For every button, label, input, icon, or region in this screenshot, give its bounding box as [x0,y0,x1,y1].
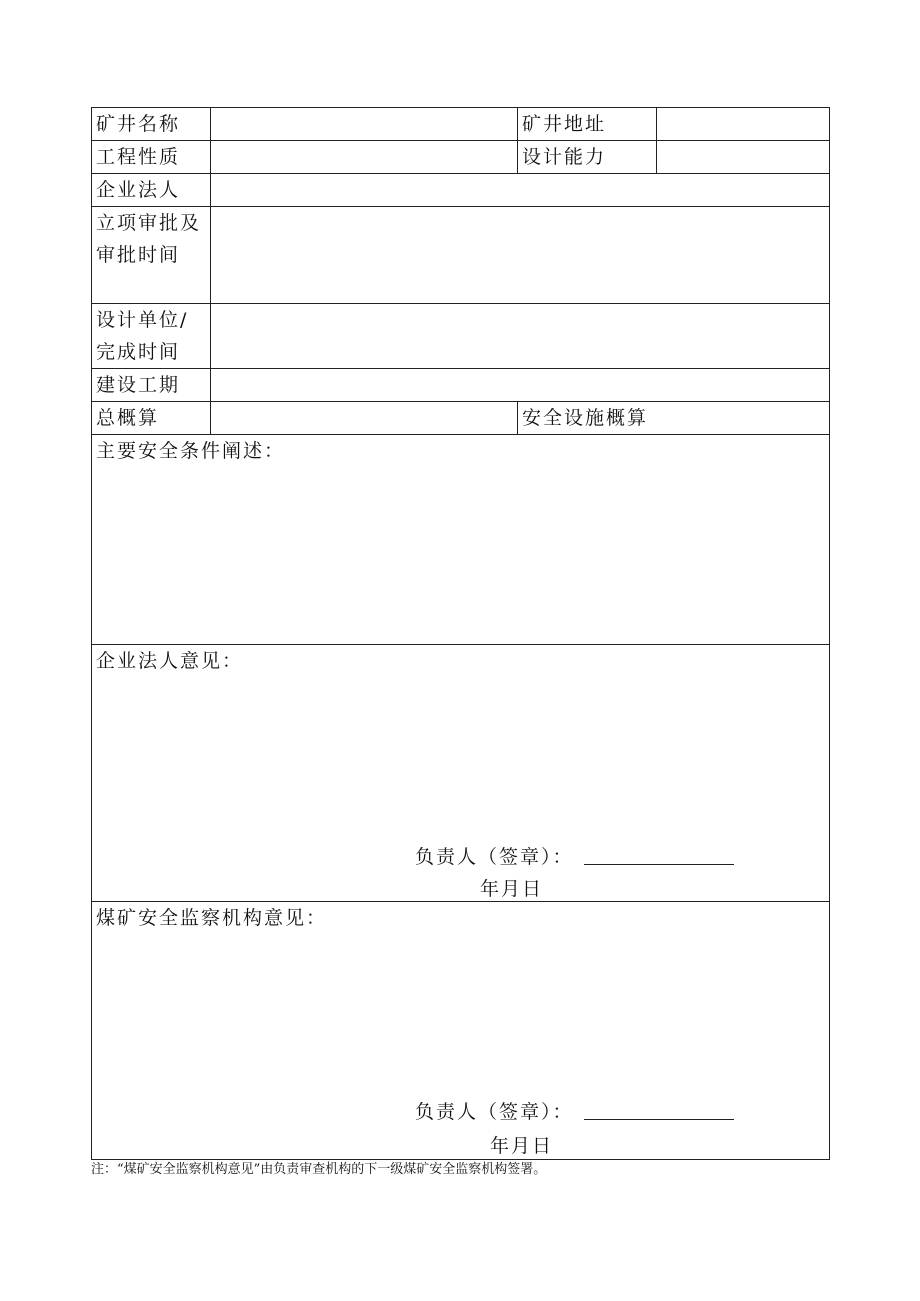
design-capacity-label: 设计能力 [518,141,657,174]
legal-signature-date: 年月日 [480,878,544,900]
safety-budget-label: 安全设施概算 [518,402,830,435]
legal-opinion-heading: 企业法人意见： [96,650,244,672]
legal-signature [415,841,734,873]
application-form [91,107,830,1160]
supervision-signature [415,1096,734,1128]
supervision-signature-label: 负责人（签章）： [415,1101,574,1123]
total-budget-label: 总概算 [92,402,211,435]
supervision-opinion-heading: 煤矿安全监察机构意见： [96,907,328,929]
design-capacity-field[interactable] [657,141,830,174]
safety-conditions-heading: 主要安全条件阐述： [96,440,286,462]
design-unit-label: 设计单位/完成时间 [92,304,211,369]
safety-conditions-section[interactable] [92,435,830,645]
mine-address-field[interactable] [657,108,830,141]
construction-period-field[interactable] [211,369,830,402]
supervision-signature-date: 年月日 [490,1135,554,1157]
supervision-opinion-section[interactable] [92,902,830,1160]
mine-name-field[interactable] [211,108,518,141]
project-nature-field[interactable] [211,141,518,174]
mine-address-label: 矿井地址 [518,108,657,141]
legal-opinion-section[interactable] [92,645,830,902]
design-unit-field[interactable] [211,304,830,369]
legal-person-field[interactable] [211,174,830,207]
project-nature-label: 工程性质 [92,141,211,174]
total-budget-field[interactable] [211,402,518,435]
legal-person-label: 企业法人 [92,174,211,207]
construction-period-label: 建设工期 [92,369,211,402]
footnote: 注：“煤矿安全监察机构意见”由负责审查机构的下一级煤矿安全监察机构签署。 [91,1162,547,1177]
legal-signature-label: 负责人（签章）： [415,846,574,868]
supervision-signature-line[interactable] [584,1105,734,1120]
legal-signature-line[interactable] [584,850,734,865]
mine-name-label: 矿井名称 [92,108,211,141]
approval-label: 立项审批及审批时间 [92,207,211,304]
approval-field[interactable] [211,207,830,304]
